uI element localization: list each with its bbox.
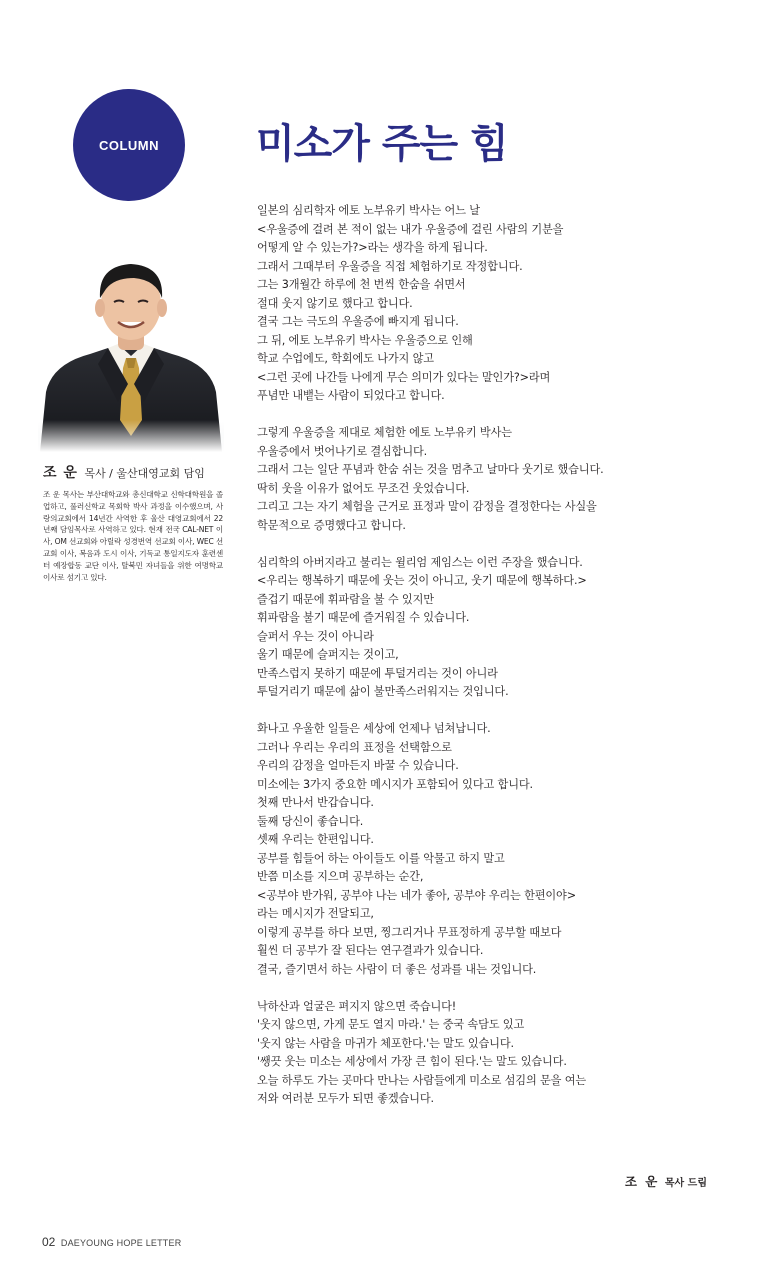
column-badge bbox=[73, 89, 185, 201]
article-line: 우리의 감정을 얼마든지 바꿀 수 있습니다. bbox=[257, 759, 459, 772]
publication-name: DAEYOUNG HOPE LETTER bbox=[60, 1238, 182, 1248]
article-line: <공부야 반가워, 공부야 나는 네가 좋아, 공부야 우리는 한편이야> bbox=[257, 888, 576, 902]
article-line: 낙하산과 얼굴은 펴지지 않으면 죽습니다! bbox=[257, 999, 457, 1013]
author-info bbox=[43, 464, 223, 583]
article-line: 화나고 우울한 일들은 세상에 언제나 넘쳐납니다. bbox=[257, 722, 491, 735]
article-body bbox=[257, 202, 697, 1109]
author-name: 조 운 bbox=[43, 465, 78, 481]
article-line: 투덜거리기 때문에 삶이 불만족스러워지는 것입니다. bbox=[257, 685, 509, 698]
article-line: <우울증에 걸려 본 적이 없는 내가 우울증에 걸린 사람의 기분을 bbox=[257, 222, 564, 236]
author-photo-illustration bbox=[38, 252, 224, 452]
article-line: 공부를 힘들어 하는 아이들도 이를 악물고 하지 말고 bbox=[257, 851, 505, 865]
article-line: 즐겁기 때문에 휘파람을 불 수 있지만 bbox=[257, 592, 434, 606]
signature-suffix: 목사 드림 bbox=[664, 1178, 707, 1189]
article-line: 울기 때문에 슬퍼지는 것이고, bbox=[257, 648, 399, 661]
article-line: 일본의 심리학자 에토 노부유키 박사는 어느 날 bbox=[257, 204, 480, 217]
article-line: 이렇게 공부를 하다 보면, 찡그리거나 무표정하게 공부할 때보다 bbox=[257, 925, 562, 939]
article-line: 라는 메시지가 전달되고, bbox=[257, 907, 374, 920]
article-line: '쌩끗 웃는 미소는 세상에서 가장 큰 힘이 된다.'는 말도 있습니다. bbox=[257, 1055, 567, 1068]
article-line: 셋째 우리는 한편입니다. bbox=[257, 833, 374, 846]
signature-name: 조 운 bbox=[624, 1174, 660, 1189]
article-line: 결국 그는 극도의 우울증에 빠지게 됩니다. bbox=[257, 315, 459, 328]
article-line: 훨씬 더 공부가 잘 된다는 연구결과가 있습니다. bbox=[257, 944, 484, 957]
article-paragraph bbox=[257, 720, 697, 979]
article-paragraph bbox=[257, 998, 697, 1109]
article-line: '웃지 않는 사람을 마귀가 체포한다.'는 말도 있습니다. bbox=[257, 1036, 514, 1050]
article-line: 그리고 그는 자기 체험을 근거로 표정과 말이 감정을 결정한다는 사실을 bbox=[257, 500, 597, 513]
article-line: 휘파람을 불기 때문에 즐거워질 수 있습니다. bbox=[257, 611, 470, 624]
article-line: 그러나 우리는 우리의 표정을 선택함으로 bbox=[257, 740, 452, 754]
page-footer bbox=[42, 1235, 181, 1249]
article-line: 푸념만 내뱉는 사람이 되었다고 합니다. bbox=[257, 389, 445, 402]
article-line: 그는 3개월간 하루에 천 번씩 한숨을 쉬면서 bbox=[257, 278, 466, 291]
article-line: 결국, 즐기면서 하는 사람이 더 좋은 성과를 내는 것입니다. bbox=[257, 962, 537, 976]
article-paragraph bbox=[257, 424, 697, 535]
article-line: 절대 웃지 않기로 했다고 합니다. bbox=[257, 296, 413, 310]
article-line: 둘째 당신이 좋습니다. bbox=[257, 814, 364, 828]
article-line: 그 뒤, 에토 노부유키 박사는 우울증으로 인해 bbox=[257, 333, 473, 347]
article-line: 슬퍼서 우는 것이 아니라 bbox=[257, 629, 374, 643]
article-line: 심리학의 아버지라고 불리는 윌리엄 제임스는 이런 주장을 했습니다. bbox=[257, 555, 583, 569]
column-badge-label: COLUMN bbox=[98, 137, 160, 153]
article-paragraph bbox=[257, 202, 697, 406]
article-line: 그렇게 우울증을 제대로 체험한 에토 노부유키 박사는 bbox=[257, 426, 512, 439]
author-role: 목사 / 울산대영교회 담임 bbox=[84, 467, 205, 480]
article-line: 반쯤 미소를 지으며 공부하는 순간, bbox=[257, 870, 424, 883]
signature bbox=[625, 1172, 707, 1190]
article-line: 학문적으로 증명했다고 합니다. bbox=[257, 518, 406, 532]
article-line: 어떻게 알 수 있는가?>라는 생각을 하게 됩니다. bbox=[257, 241, 488, 254]
article-line: 우울증에서 벗어나기로 결심합니다. bbox=[257, 444, 428, 458]
author-heading bbox=[43, 464, 223, 483]
article-line: 만족스럽지 못하기 때문에 투덜거리는 것이 아니라 bbox=[257, 666, 498, 680]
article-line: 학교 수업에도, 학회에도 나가지 않고 bbox=[257, 352, 434, 365]
author-photo bbox=[38, 252, 224, 452]
article-line: <그런 곳에 나간들 나에게 무슨 의미가 있다는 말인가?>라며 bbox=[257, 370, 551, 384]
article-line: 그래서 그때부터 우울증을 직접 체험하기로 작정합니다. bbox=[257, 259, 523, 273]
article-line: 오늘 하루도 가는 곳마다 만나는 사람들에게 미소로 섬김의 문을 여는 bbox=[257, 1073, 587, 1087]
author-bio: 조 운 목사는 부산대학교와 총신대학교 신학대학원을 졸업하고, 풀러신학교 목회학 박사 과정을 이수했으며, 사랑의교회에서 14년간 사역한 후 울산 대영교회에서 22년째 담임목사로 사역하고 있다. 현재 전국 CAL-NET 이사, OM 선교회와 아릴락 성경번역 선교회 이사, WEC 선교회 이사, 복음과 도시 이사, 기독교 통일지도자 훈련센터 예장합동 교단 이사, 탈북민 자녀들을 위한 여명학교 이사로 섬기고 있다. bbox=[43, 490, 223, 582]
page-number: 02 bbox=[42, 1235, 56, 1249]
article-line: 그래서 그는 일단 푸념과 한숨 쉬는 것을 멈추고 날마다 웃기로 했습니다. bbox=[257, 463, 604, 476]
article-line: 미소에는 3가지 중요한 메시지가 포함되어 있다고 합니다. bbox=[257, 777, 533, 791]
article-line: '웃지 않으면, 가게 문도 열지 마라.' 는 중국 속담도 있고 bbox=[257, 1018, 525, 1031]
article-line: 첫째 만나서 반갑습니다. bbox=[257, 796, 374, 809]
article-line: 딱히 웃을 이유가 없어도 무조건 웃었습니다. bbox=[257, 481, 470, 495]
article-line: <우리는 행복하기 때문에 웃는 것이 아니고, 웃기 때문에 행복하다.> bbox=[257, 574, 587, 587]
article-line: 저와 여러분 모두가 되면 좋겠습니다. bbox=[257, 1092, 434, 1105]
article-title: 미소가 주는 힘 bbox=[256, 121, 508, 167]
article-paragraph bbox=[257, 554, 697, 702]
